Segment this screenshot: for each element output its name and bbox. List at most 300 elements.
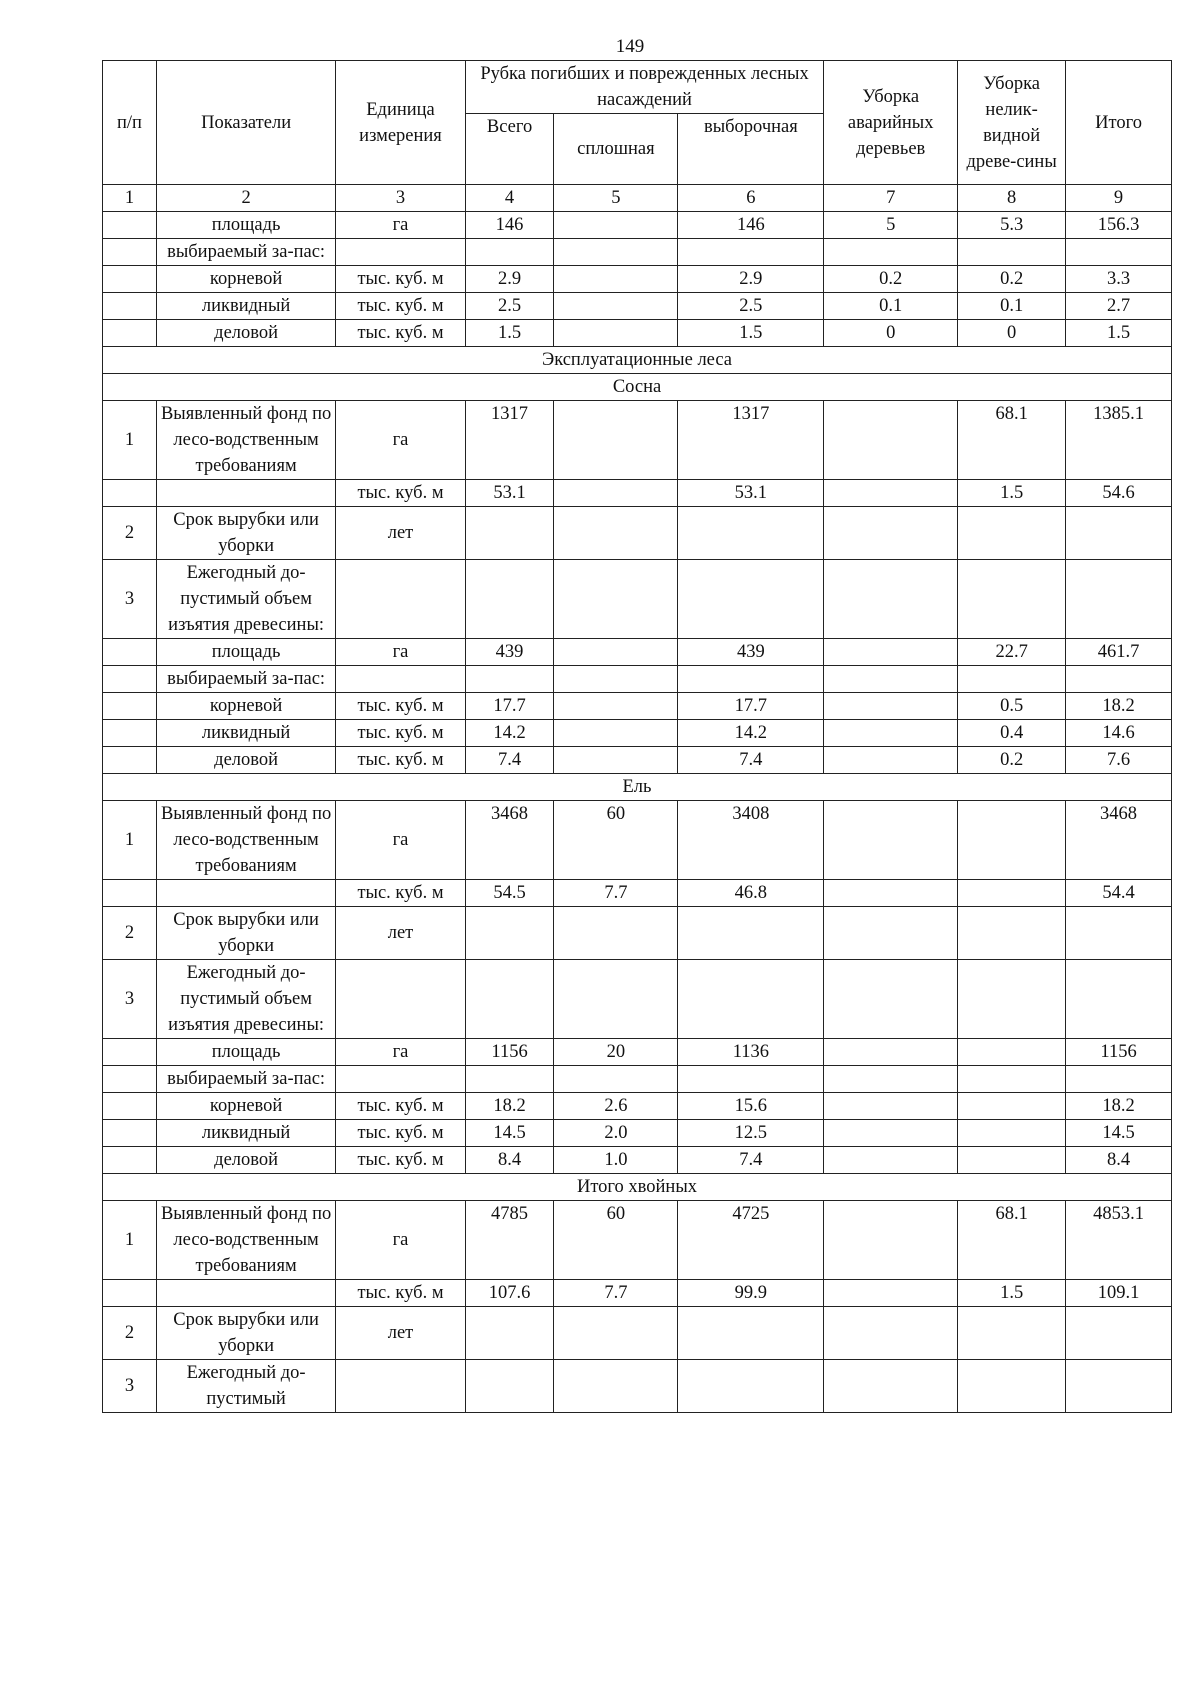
value-cell: 0 (958, 320, 1066, 347)
value-cell: 2.7 (1066, 293, 1172, 320)
value-cell (958, 239, 1066, 266)
table-row (103, 1093, 1172, 1120)
row-number-cell: 1 (103, 401, 157, 480)
row-label-cell: ликвидный (156, 1120, 335, 1147)
value-cell: 1317 (465, 401, 554, 480)
table-row (103, 1307, 1172, 1360)
column-index-cell: 7 (824, 185, 958, 212)
value-cell (824, 801, 958, 880)
value-cell: 1156 (465, 1039, 554, 1066)
value-cell: 68.1 (958, 401, 1066, 480)
table-row (103, 480, 1172, 507)
row-number-cell: 2 (103, 507, 157, 560)
row-unit-cell (336, 560, 466, 639)
value-cell: 2.9 (465, 266, 554, 293)
table-row (103, 1039, 1172, 1066)
value-cell (958, 560, 1066, 639)
value-cell: 0.2 (824, 266, 958, 293)
value-cell: 60 (554, 1201, 678, 1280)
row-unit-cell: га (336, 801, 466, 880)
row-number-cell (103, 320, 157, 347)
row-unit-cell: га (336, 401, 466, 480)
value-cell: 54.4 (1066, 880, 1172, 907)
row-label-cell (156, 1280, 335, 1307)
value-cell: 0.2 (958, 747, 1066, 774)
value-cell (554, 720, 678, 747)
row-unit-cell (336, 960, 466, 1039)
value-cell (824, 1280, 958, 1307)
value-cell (678, 1360, 824, 1413)
table-row (103, 212, 1172, 239)
row-unit-cell: тыс. куб. м (336, 1093, 466, 1120)
value-cell: 0.2 (958, 266, 1066, 293)
header-felling-total: Всего (465, 114, 554, 185)
row-number-cell: 1 (103, 1201, 157, 1280)
value-cell: 1.5 (465, 320, 554, 347)
row-label-cell: деловой (156, 1147, 335, 1174)
value-cell (824, 480, 958, 507)
value-cell: 4785 (465, 1201, 554, 1280)
row-label-cell (156, 480, 335, 507)
section-row (103, 347, 1172, 374)
table-row (103, 507, 1172, 560)
row-unit-cell: тыс. куб. м (336, 747, 466, 774)
row-number-cell (103, 693, 157, 720)
column-index-cell: 9 (1066, 185, 1172, 212)
value-cell (824, 1147, 958, 1174)
row-number-cell (103, 880, 157, 907)
column-index-cell: 1 (103, 185, 157, 212)
value-cell: 461.7 (1066, 639, 1172, 666)
value-cell: 68.1 (958, 1201, 1066, 1280)
row-number-cell: 3 (103, 560, 157, 639)
value-cell (465, 1307, 554, 1360)
row-number-cell (103, 480, 157, 507)
table-row (103, 560, 1172, 639)
value-cell: 20 (554, 1039, 678, 1066)
row-label-cell: ликвидный (156, 293, 335, 320)
row-label-cell (156, 880, 335, 907)
value-cell (958, 1039, 1066, 1066)
row-unit-cell: лет (336, 1307, 466, 1360)
value-cell (554, 212, 678, 239)
table-row (103, 320, 1172, 347)
value-cell (554, 639, 678, 666)
row-label-cell: Выявленный фонд по лесо-водственным требованиям (156, 401, 335, 480)
value-cell (958, 1120, 1066, 1147)
row-label-cell: площадь (156, 639, 335, 666)
value-cell: 0.4 (958, 720, 1066, 747)
value-cell: 4853.1 (1066, 1201, 1172, 1280)
value-cell (824, 507, 958, 560)
value-cell (824, 666, 958, 693)
row-unit-cell: га (336, 1039, 466, 1066)
section-row (103, 374, 1172, 401)
value-cell (958, 1147, 1066, 1174)
value-cell (554, 293, 678, 320)
value-cell (465, 560, 554, 639)
value-cell (824, 639, 958, 666)
value-cell: 3468 (1066, 801, 1172, 880)
row-unit-cell: га (336, 212, 466, 239)
value-cell: 5 (824, 212, 958, 239)
value-cell (824, 560, 958, 639)
value-cell (678, 1307, 824, 1360)
value-cell: 99.9 (678, 1280, 824, 1307)
value-cell: 1.0 (554, 1147, 678, 1174)
row-label-cell: деловой (156, 320, 335, 347)
row-number-cell: 1 (103, 801, 157, 880)
value-cell: 14.5 (1066, 1120, 1172, 1147)
value-cell (465, 960, 554, 1039)
row-label-cell: ликвидный (156, 720, 335, 747)
row-number-cell (103, 1147, 157, 1174)
value-cell (554, 560, 678, 639)
row-label-cell: корневой (156, 266, 335, 293)
column-index-row (103, 185, 1172, 212)
table-row (103, 880, 1172, 907)
row-number-cell (103, 293, 157, 320)
value-cell: 0.1 (824, 293, 958, 320)
value-cell: 1.5 (1066, 320, 1172, 347)
value-cell (1066, 960, 1172, 1039)
column-index-cell: 2 (156, 185, 335, 212)
row-unit-cell (336, 1066, 466, 1093)
value-cell: 18.2 (465, 1093, 554, 1120)
row-unit-cell (336, 1360, 466, 1413)
row-number-cell (103, 639, 157, 666)
column-index-cell: 6 (678, 185, 824, 212)
value-cell: 109.1 (1066, 1280, 1172, 1307)
value-cell: 3408 (678, 801, 824, 880)
value-cell (465, 1066, 554, 1093)
value-cell: 2.9 (678, 266, 824, 293)
value-cell (465, 239, 554, 266)
value-cell: 2.5 (465, 293, 554, 320)
table-body (103, 212, 1172, 1413)
value-cell (824, 1307, 958, 1360)
value-cell: 8.4 (1066, 1147, 1172, 1174)
value-cell (1066, 666, 1172, 693)
value-cell (678, 1066, 824, 1093)
value-cell (465, 907, 554, 960)
row-unit-cell: тыс. куб. м (336, 693, 466, 720)
value-cell (1066, 239, 1172, 266)
row-label-cell: Выявленный фонд по лесо-водственным требованиям (156, 801, 335, 880)
row-unit-cell: га (336, 639, 466, 666)
value-cell: 0.1 (958, 293, 1066, 320)
value-cell (1066, 1360, 1172, 1413)
value-cell: 15.6 (678, 1093, 824, 1120)
value-cell: 2.5 (678, 293, 824, 320)
row-unit-cell: га (336, 1201, 466, 1280)
value-cell: 2.0 (554, 1120, 678, 1147)
value-cell: 60 (554, 801, 678, 880)
row-label-cell: площадь (156, 1039, 335, 1066)
value-cell: 1.5 (958, 480, 1066, 507)
value-cell: 17.7 (678, 693, 824, 720)
table-row (103, 960, 1172, 1039)
row-number-cell (103, 747, 157, 774)
row-label-cell: площадь (156, 212, 335, 239)
value-cell: 1136 (678, 1039, 824, 1066)
row-number-cell (103, 1280, 157, 1307)
value-cell (678, 907, 824, 960)
value-cell: 156.3 (1066, 212, 1172, 239)
value-cell (554, 907, 678, 960)
row-label-cell: Ежегодный до-пустимый объем изъятия древесины: (156, 960, 335, 1039)
table-row (103, 1120, 1172, 1147)
section-title: Ель (103, 774, 1172, 801)
value-cell (824, 1039, 958, 1066)
header-selective: выборочная (678, 114, 824, 185)
row-unit-cell (336, 666, 466, 693)
table-row (103, 747, 1172, 774)
row-label-cell: корневой (156, 693, 335, 720)
header-num: п/п (103, 61, 157, 185)
row-label-cell: выбираемый за-пас: (156, 1066, 335, 1093)
value-cell: 7.4 (678, 747, 824, 774)
value-cell (824, 1066, 958, 1093)
value-cell (678, 560, 824, 639)
table-row (103, 1360, 1172, 1413)
row-number-cell (103, 266, 157, 293)
row-number-cell: 2 (103, 907, 157, 960)
value-cell: 7.4 (465, 747, 554, 774)
value-cell (1066, 1066, 1172, 1093)
row-number-cell: 2 (103, 1307, 157, 1360)
value-cell (824, 1360, 958, 1413)
value-cell (554, 401, 678, 480)
section-title: Сосна (103, 374, 1172, 401)
value-cell (958, 666, 1066, 693)
value-cell: 12.5 (678, 1120, 824, 1147)
row-label-cell: выбираемый за-пас: (156, 666, 335, 693)
value-cell (1066, 907, 1172, 960)
header-felling-group: Рубка погибших и поврежденных лесных насаждений (465, 61, 823, 114)
row-number-cell (103, 1066, 157, 1093)
value-cell: 8.4 (465, 1147, 554, 1174)
value-cell (554, 320, 678, 347)
table-row (103, 907, 1172, 960)
row-unit-cell: тыс. куб. м (336, 320, 466, 347)
value-cell (465, 507, 554, 560)
value-cell (554, 1066, 678, 1093)
value-cell (554, 507, 678, 560)
value-cell: 0.5 (958, 693, 1066, 720)
table-row (103, 1066, 1172, 1093)
value-cell (1066, 1307, 1172, 1360)
value-cell (958, 801, 1066, 880)
header-illiquid: Уборка нелик-видной древе-сины (958, 61, 1066, 185)
value-cell (678, 239, 824, 266)
row-label-cell: Ежегодный до-пустимый объем изъятия древесины: (156, 560, 335, 639)
value-cell: 46.8 (678, 880, 824, 907)
section-title: Эксплуатационные леса (103, 347, 1172, 374)
row-number-cell (103, 1039, 157, 1066)
row-label-cell: Срок вырубки или уборки (156, 907, 335, 960)
value-cell: 1156 (1066, 1039, 1172, 1066)
value-cell (958, 1066, 1066, 1093)
value-cell: 1.5 (678, 320, 824, 347)
value-cell: 107.6 (465, 1280, 554, 1307)
value-cell (824, 1093, 958, 1120)
row-number-cell (103, 1120, 157, 1147)
value-cell (554, 266, 678, 293)
row-unit-cell: тыс. куб. м (336, 293, 466, 320)
value-cell: 18.2 (1066, 1093, 1172, 1120)
forest-felling-table (102, 60, 1172, 1413)
column-index-cell: 5 (554, 185, 678, 212)
value-cell (554, 239, 678, 266)
table-row (103, 693, 1172, 720)
value-cell (465, 1360, 554, 1413)
value-cell (958, 907, 1066, 960)
table-row (103, 639, 1172, 666)
value-cell: 7.7 (554, 1280, 678, 1307)
table-row (103, 401, 1172, 480)
row-unit-cell: тыс. куб. м (336, 1147, 466, 1174)
value-cell: 4725 (678, 1201, 824, 1280)
value-cell (554, 1307, 678, 1360)
header-clear: сплошная (554, 136, 678, 185)
table-row (103, 239, 1172, 266)
row-unit-cell: тыс. куб. м (336, 480, 466, 507)
row-number-cell (103, 1093, 157, 1120)
value-cell: 7.6 (1066, 747, 1172, 774)
value-cell (958, 960, 1066, 1039)
value-cell: 18.2 (1066, 693, 1172, 720)
value-cell: 439 (678, 639, 824, 666)
row-label-cell: деловой (156, 747, 335, 774)
value-cell (554, 747, 678, 774)
row-unit-cell: тыс. куб. м (336, 720, 466, 747)
value-cell (824, 747, 958, 774)
row-number-cell: 3 (103, 960, 157, 1039)
table-row (103, 720, 1172, 747)
row-label-cell: выбираемый за-пас: (156, 239, 335, 266)
value-cell: 7.4 (678, 1147, 824, 1174)
value-cell (824, 960, 958, 1039)
value-cell (958, 1360, 1066, 1413)
value-cell: 0 (824, 320, 958, 347)
row-number-cell: 3 (103, 1360, 157, 1413)
value-cell (824, 907, 958, 960)
value-cell (958, 1307, 1066, 1360)
header-unit: Единица измерения (336, 61, 466, 185)
value-cell (1066, 560, 1172, 639)
value-cell (824, 880, 958, 907)
value-cell: 14.2 (465, 720, 554, 747)
value-cell (554, 960, 678, 1039)
row-label-cell: корневой (156, 1093, 335, 1120)
value-cell: 1385.1 (1066, 401, 1172, 480)
value-cell: 22.7 (958, 639, 1066, 666)
value-cell: 146 (465, 212, 554, 239)
value-cell: 53.1 (678, 480, 824, 507)
value-cell (958, 507, 1066, 560)
value-cell (465, 666, 554, 693)
header-indicator: Показатели (156, 61, 335, 185)
value-cell (678, 507, 824, 560)
row-number-cell (103, 239, 157, 266)
header-emergency: Уборка аварийных деревьев (824, 61, 958, 185)
value-cell: 54.5 (465, 880, 554, 907)
value-cell: 14.2 (678, 720, 824, 747)
row-number-cell (103, 720, 157, 747)
row-label-cell: Срок вырубки или уборки (156, 1307, 335, 1360)
header-clear-top (554, 114, 678, 137)
page-number: 149 (615, 36, 645, 57)
value-cell: 1.5 (958, 1280, 1066, 1307)
value-cell (554, 480, 678, 507)
column-index-cell: 8 (958, 185, 1066, 212)
value-cell (678, 666, 824, 693)
value-cell (958, 880, 1066, 907)
value-cell: 1317 (678, 401, 824, 480)
value-cell (824, 720, 958, 747)
value-cell: 14.5 (465, 1120, 554, 1147)
value-cell (678, 960, 824, 1039)
value-cell (1066, 507, 1172, 560)
row-label-cell: Ежегодный до-пустимый (156, 1360, 335, 1413)
row-label-cell: Срок вырубки или уборки (156, 507, 335, 560)
row-number-cell (103, 666, 157, 693)
value-cell (554, 693, 678, 720)
section-title: Итого хвойных (103, 1174, 1172, 1201)
value-cell: 14.6 (1066, 720, 1172, 747)
value-cell: 7.7 (554, 880, 678, 907)
value-cell (554, 666, 678, 693)
section-row (103, 774, 1172, 801)
row-unit-cell: тыс. куб. м (336, 266, 466, 293)
value-cell: 3.3 (1066, 266, 1172, 293)
value-cell (824, 1201, 958, 1280)
row-number-cell (103, 212, 157, 239)
table-row (103, 293, 1172, 320)
value-cell: 17.7 (465, 693, 554, 720)
value-cell: 439 (465, 639, 554, 666)
column-index-cell: 3 (336, 185, 466, 212)
row-unit-cell: тыс. куб. м (336, 880, 466, 907)
value-cell: 53.1 (465, 480, 554, 507)
table-row (103, 1201, 1172, 1280)
row-unit-cell (336, 239, 466, 266)
value-cell: 54.6 (1066, 480, 1172, 507)
row-label-cell: Выявленный фонд по лесо-водственным требованиям (156, 1201, 335, 1280)
value-cell (958, 1093, 1066, 1120)
column-index-cell: 4 (465, 185, 554, 212)
row-unit-cell: тыс. куб. м (336, 1120, 466, 1147)
value-cell (824, 1120, 958, 1147)
table-row (103, 266, 1172, 293)
value-cell (824, 401, 958, 480)
row-unit-cell: лет (336, 907, 466, 960)
table-row (103, 1147, 1172, 1174)
value-cell (824, 693, 958, 720)
section-row (103, 1174, 1172, 1201)
value-cell: 3468 (465, 801, 554, 880)
value-cell: 146 (678, 212, 824, 239)
value-cell (824, 239, 958, 266)
table-row (103, 1280, 1172, 1307)
table-row (103, 801, 1172, 880)
table-row (103, 666, 1172, 693)
row-unit-cell: лет (336, 507, 466, 560)
value-cell (554, 1360, 678, 1413)
value-cell: 5.3 (958, 212, 1066, 239)
value-cell: 2.6 (554, 1093, 678, 1120)
